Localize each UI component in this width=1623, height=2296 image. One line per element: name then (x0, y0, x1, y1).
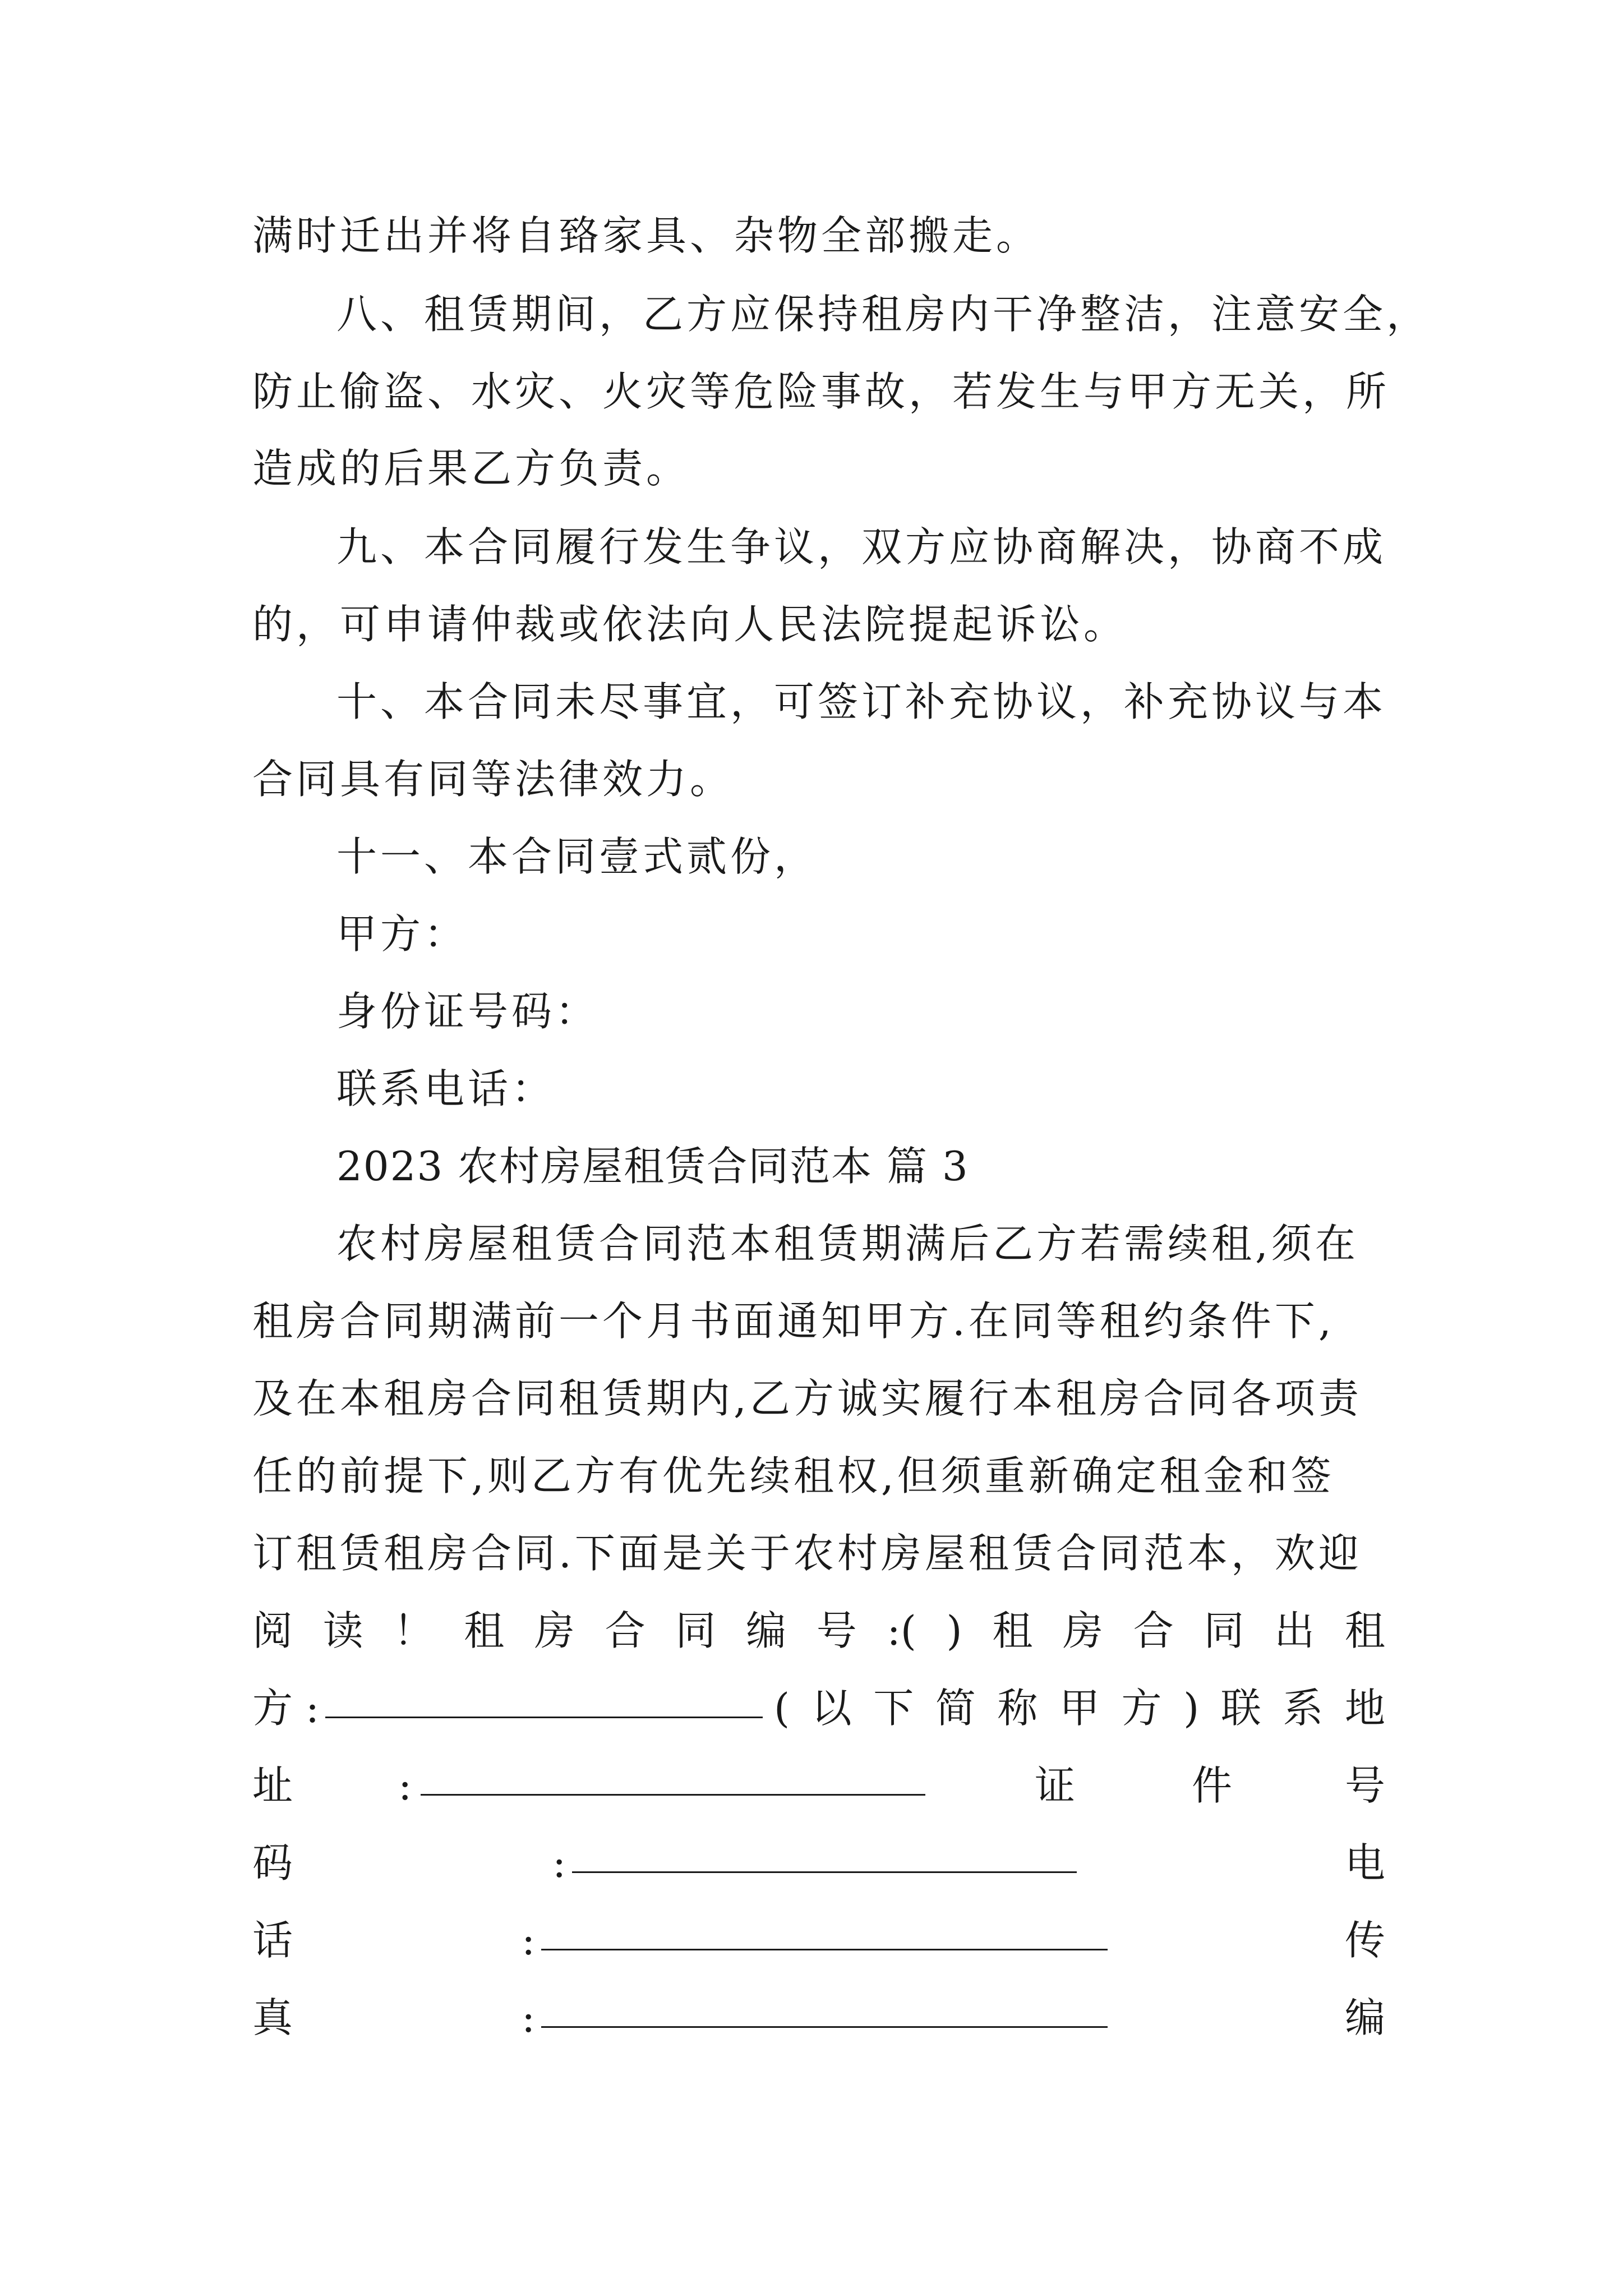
char: ( (774, 1685, 790, 1732)
cert-char: 证 (1035, 1762, 1076, 1809)
char: 房 (534, 1607, 575, 1654)
section-3-line-4: 任的前提下,则乙方有优先续租权,但须重新确定租金和签 (252, 1452, 1335, 1499)
char: 租 (464, 1607, 505, 1654)
clause-11-line: 十一、本合同壹式贰份， (336, 833, 818, 880)
section-3-line-7 (252, 1677, 1385, 1739)
lessor-label: 方 : (252, 1685, 320, 1732)
code-label-char: 编 (1345, 1994, 1386, 2041)
char: 号 (816, 1607, 857, 1654)
section-3-line-1: 农村房屋租赁合同范本租赁期满后乙方若需续租,须在 (336, 1220, 1359, 1267)
char: 阅 (252, 1607, 293, 1654)
char: ) (1183, 1685, 1200, 1732)
char: 租 (1344, 1607, 1385, 1654)
phone-label-char: 电 (1345, 1839, 1386, 1887)
char: 下 (873, 1685, 914, 1732)
char: 读 (322, 1607, 363, 1654)
fax-row (252, 1987, 1385, 2049)
lessor-suffix (774, 1677, 1385, 1739)
address-colon: : (398, 1762, 412, 1809)
fax-colon: : (522, 1994, 536, 2041)
char: 联 (1220, 1685, 1261, 1732)
char: 合 (605, 1607, 645, 1654)
phone-blank (541, 1910, 1108, 1950)
char: 甲 (1059, 1685, 1100, 1732)
cert-char: 号 (1345, 1762, 1386, 1809)
char: 租 (992, 1607, 1033, 1654)
phone-label-char: 话 (252, 1917, 293, 1964)
cert-number-label-char: 码 (252, 1839, 293, 1887)
phone-colon: : (522, 1917, 536, 1964)
char: 编 (746, 1607, 787, 1654)
fax-blank (541, 1987, 1108, 2028)
char: 系 (1283, 1685, 1324, 1732)
char: 以 (811, 1685, 852, 1732)
section-3-line-2: 租房合同期满前一个月书面通知甲方.在同等租约条件下, (252, 1297, 1335, 1345)
char: 合 (1133, 1607, 1174, 1654)
fax-label-char: 传 (1345, 1917, 1386, 1964)
char: ！ (393, 1607, 434, 1654)
section-3-line-3: 及在本租房合同租赁期内,乙方诚实履行本租房合同各项责 (252, 1375, 1362, 1422)
clause-8-line-3: 造成的后果乙方负责。 (252, 445, 690, 492)
char: 房 (1063, 1607, 1104, 1654)
clause-8-line-2: 防止偷盗、水灾、火灾等危险事故，若发生与甲方无关，所 (252, 368, 1390, 415)
section-title: 2023 农村房屋租赁合同范本 篇 3 (336, 1143, 969, 1190)
clause-10-line-2: 合同具有同等法律效力。 (252, 756, 734, 803)
char: 称 (997, 1685, 1038, 1732)
id-number-label: 身份证号码： (336, 988, 600, 1035)
cert-number-row (252, 1832, 1385, 1894)
cert-number-colon: : (552, 1839, 566, 1887)
phone-row (252, 1910, 1385, 1971)
char: 同 (1204, 1607, 1244, 1654)
address-row (252, 1755, 1385, 1816)
clause-9-line-1: 九、本合同履行发生争议，双方应协商解决，协商不成 (336, 523, 1387, 570)
paragraph-line: 满时迁出并将自臵家具、杂物全部搬走。 (252, 212, 1040, 259)
party-a-label: 甲方： (336, 910, 468, 958)
char: 方 (1121, 1685, 1162, 1732)
lessor-blank (325, 1677, 763, 1718)
char: 出 (1274, 1607, 1315, 1654)
char: 同 (675, 1607, 716, 1654)
char: 简 (935, 1685, 976, 1732)
char: :( (887, 1607, 916, 1654)
phone-label: 联系电话： (336, 1065, 556, 1112)
clause-9-line-2: 的，可申请仲裁或依法向人民法院提起诉讼。 (252, 601, 1128, 648)
clause-10-line-1: 十、本合同未尽事宜，可签订补充协议，补充协议与本 (336, 678, 1387, 725)
fax-label-char: 真 (252, 1994, 293, 2041)
address-label-char: 址 (252, 1762, 293, 1809)
clause-8-line-1: 八、租赁期间，乙方应保持租房内干净整洁，注意安全， (336, 291, 1431, 338)
section-3-line-5: 订租赁租房合同.下面是关于农村房屋租赁合同范本，欢迎 (252, 1530, 1362, 1577)
address-blank (421, 1755, 925, 1796)
section-3-line-6 (252, 1600, 1385, 1662)
char: 地 (1344, 1685, 1385, 1732)
cert-number-blank (572, 1832, 1077, 1873)
char: ) (946, 1607, 962, 1654)
cert-char: 件 (1192, 1762, 1233, 1809)
